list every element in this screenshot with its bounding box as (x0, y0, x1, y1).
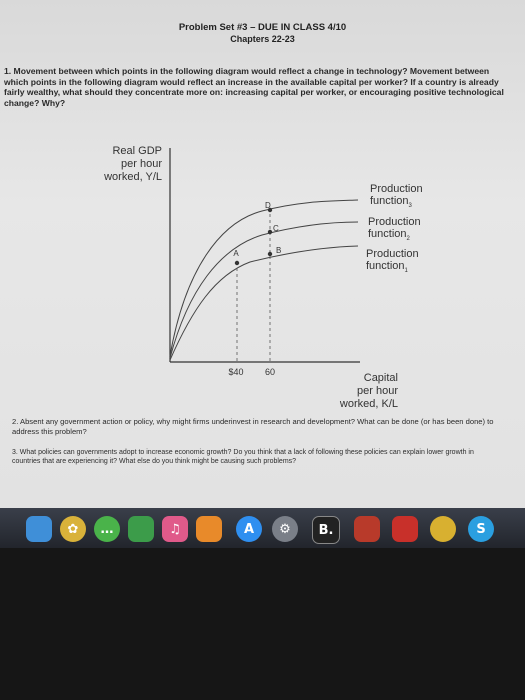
facetime-icon[interactable] (128, 516, 154, 542)
series-2-label-line-1: Production (368, 216, 421, 228)
point-a (235, 261, 239, 265)
app-store-icon[interactable]: A (236, 516, 262, 542)
x-axis-label-line-3: worked, K/L (339, 398, 398, 410)
messages-icon[interactable]: … (94, 516, 120, 542)
point-c-label: C (273, 224, 279, 233)
series-3-label-line-2: function$_3$ (370, 195, 412, 209)
y-axis-label-line-1: Real GDP (112, 145, 162, 157)
ibooks-icon[interactable] (196, 516, 222, 542)
itunes-icon[interactable]: ♫ (162, 516, 188, 542)
system-preferences-icon[interactable]: ⚙ (272, 516, 298, 542)
x-tick-40: $40 (228, 367, 244, 377)
x-tick-60: 60 (264, 367, 276, 377)
chapters-subtitle: Chapters 22-23 (230, 34, 295, 44)
y-axis-label-line-3: worked, Y/L (104, 171, 162, 183)
question-2-text: 2. Absent any government action or policy, why might firms underinvest in research and development? What can be done (or has been done) to address this problem? (12, 417, 494, 436)
question-3-text: 3. What policies can governments adopt to increase economic growth? Do you think that a lack of following these policies can explain lower growth in countries that are experiencing it? What else do you think might be causing such problems? (12, 449, 474, 465)
acrobat-icon[interactable] (392, 516, 418, 542)
series-1-label-line-2: function$_1$ (366, 260, 408, 274)
monitor-bezel (0, 548, 525, 700)
photos-icon[interactable]: ✿ (60, 516, 86, 542)
x-axis-label-line-1: Capital (363, 372, 398, 384)
question-1-text: 1. Movement between which points in the following diagram would reflect a change in technology? Movement between which points in the following diagram would reflect an increase in the available capital per worker? If a country is already fairly wealthy, what should they concentrate more on: increasing capital per worker, or encouraging positive technological change? Why? (4, 66, 504, 108)
skype-icon[interactable]: S (468, 516, 494, 542)
x-axis-label-line-2: per hour (357, 385, 398, 397)
point-b-label: B (276, 246, 282, 255)
mail-icon[interactable] (354, 516, 380, 542)
blackboard-icon[interactable]: B. (312, 516, 340, 544)
series-1-label-line-1: Production (366, 248, 419, 260)
series-2-label-line-2: function$_2$ (368, 228, 410, 242)
point-a-label: A (233, 249, 239, 258)
chrome-icon[interactable] (430, 516, 456, 542)
y-axis-label-line-2: per hour (121, 158, 162, 170)
point-c (268, 230, 272, 234)
problem-set-title: Problem Set #3 – DUE IN CLASS 4/10 (178, 22, 347, 33)
dock (0, 508, 525, 548)
point-b (268, 252, 272, 256)
finder-icon[interactable] (26, 516, 52, 542)
production-function-1-curve (170, 246, 358, 360)
point-d-label: D (265, 201, 271, 210)
production-function-2-curve (170, 222, 358, 358)
series-3-label-line-1: Production (370, 183, 423, 195)
